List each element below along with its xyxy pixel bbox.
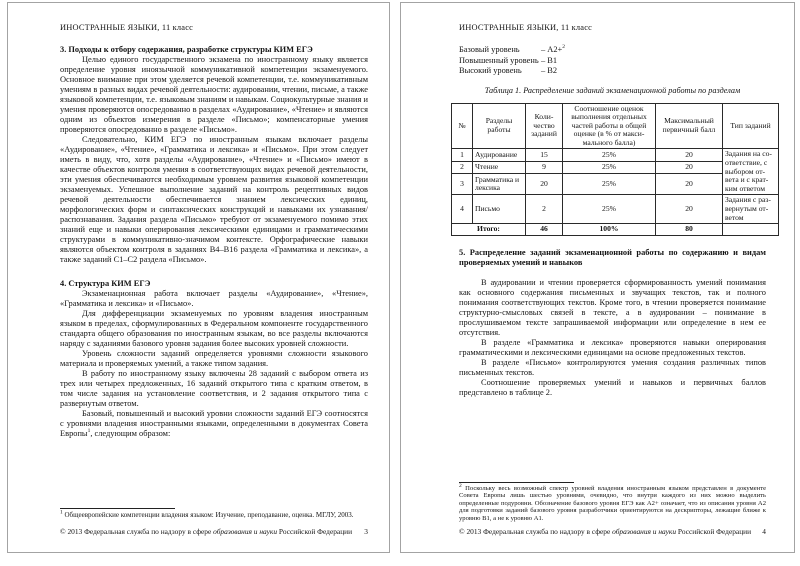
table-header-row [452,103,779,149]
table-cell-empty [723,224,779,236]
copyright-text: © 2013 Федеральная служба по надзору в сфере [60,527,214,536]
table-1-caption: Таблица 1. Распределение заданий экзаменационной работы по разделам [484,85,741,95]
table-cell-total-label: Итого: [452,224,526,236]
section-3-title: 3. Подходы к отбору содержания, разработке структуры КИМ ЕГЭ [60,45,313,54]
footnote-text [60,511,368,519]
table-cell-task-type: Задания с раз-вернутым от-ветом [723,195,779,224]
page-footer [60,527,368,536]
running-header: ИНОСТРАННЫЕ ЯЗЫКИ, 11 класс [459,23,593,32]
level-label: Базовый уровень [459,45,520,54]
table-header-cell: Соотношение оценок выполнения отдельных частей работы в общей оценке (в % от макси-мального балла) [563,103,656,149]
level-value [541,66,557,77]
table-header-cell: Разделы работы [473,103,526,149]
table-cell: Чтение [473,161,526,173]
paragraph: Соотношение проверяемых умений и навыков и первичных баллов представлено в таблице 2. [459,377,766,397]
paragraph: Уровень сложности заданий определяется уровнями сложности языкового материала и проверяемых умений, а также типом задания. [60,349,368,368]
copyright-text-italic: образования и науки [213,527,278,536]
footnote-marker: 1 [60,509,63,516]
copyright-line [459,527,751,536]
paragraph-text: , следующим образом: [90,429,171,438]
paragraph: В аудировании и чтении проверяется сформированность умений понимания как основного содержания письменных и звучащих текстов, так и полного понимания соответствующих текстов. Кроме того, в чтении проверяется понимание структурно-смысловых связей в тексте, а в аудировании – понимание в прослушиваемом тексте запрашиваемой информации или определение в нем ее отсутствия. [459,277,766,337]
table-cell: 2 [526,195,563,224]
footnote-reference: 1 [87,428,91,435]
footnote-divider [60,508,175,509]
footnote-marker: 2 [459,482,462,489]
table-cell: 25% [563,174,656,195]
table-cell: 25% [563,161,656,173]
paragraph: В разделе «Грамматика и лексика» проверяются навыки оперирования грамматическими и лексическими единицами на основе предложенных текстов. [459,337,766,357]
document-page-3 [7,2,390,553]
copyright-text: © 2013 Федеральная служба по надзору в сфере [459,527,613,536]
table-cell: 100% [563,224,656,236]
table-cell: 25% [563,195,656,224]
table-cell: 20 [656,161,723,173]
level-label: Повышенный уровень [459,55,539,65]
table-cell: 80 [656,224,723,236]
table-cell: Аудирование [473,149,526,161]
paragraph-text: Базовый, повышенный и высокий уровни сложности заданий ЕГЭ соотносятся с уровнями владения иностранными языками, определенными в документах Совета Европы [60,409,368,438]
footnote-body: Общеевропейские компетенции владения языком: Изучение, преподавание, оценка. МГЛУ, 2003. [62,511,354,519]
table-cell: 25% [563,149,656,161]
level-row [459,66,766,77]
table-cell: 20 [526,174,563,195]
level-code: – А2+ [541,45,563,54]
table-cell: 20 [656,149,723,161]
table-cell: 20 [656,174,723,195]
paragraph: Для дифференциации экзаменуемых по уровням владения иностранным языком в пределах, сформулированных в Федеральном компоненте государственного стандарта общего образования по иностранным языкам, во все разделы включаются наряду с заданиями базового уровня задания более высоких уровней сложности. [60,309,368,348]
table-cell: 1 [452,149,473,161]
level-code: – В2 [541,66,558,75]
table-cell: Письмо [473,195,526,224]
level-value [541,56,557,67]
table-cell: 4 [452,195,473,224]
table-header-cell: Коли-чество заданий [526,103,563,149]
table-header-cell: Максимальный первичный балл [656,103,723,149]
level-value [541,45,565,56]
table-header-cell: № [452,103,473,149]
page-number: 3 [364,527,368,536]
page-number: 4 [762,527,766,536]
level-label: Высокий уровень [459,66,522,75]
distribution-table [451,103,779,236]
table-row [452,195,779,224]
table-cell: 2 [452,161,473,173]
footnote-body: Поскольку весь возможный спектр уровней владения иностранным языком представлен в документе Совета Европы лишь шестью уровнями, очевидно, что внутри каждого из них можно выделить определенные подуровни. Обозначение базового уровня ЕГЭ как А2+ означает, что из описания уровня А2 для подготовки заданий базового уровня разработчики ориентируются на дескрипторы, лежащие ближе к уровню В1, а не к уровню А1. [459,484,766,522]
level-code: – В1 [541,55,558,65]
footnote-reference: 2 [562,44,565,51]
table-cell: 3 [452,174,473,195]
table-cell: Грамматика и лексика [473,174,526,195]
section-4-title: 4. Структура КИМ ЕГЭ [60,279,151,288]
paragraph: Целью единого государственного экзамена по иностранному языку является определение уровня иноязычной коммуникативной компетенции экзаменуемого. Основное внимание при этом уделяется речевой компетенции, т.е. коммуникативным умениям в разных видах речевой деятельности: аудировании, чтении, письме, а также языковой компетенции, т.е. языковым знаниям и навыкам. Социокультурные знания и умения проверяются опосредованно в разделах «Аудирование», «Чтение» и являются одним из объектов измерения в разделе «Письмо»; компенсаторные умения проверяются опосредованно в разделе «Письмо». [60,55,368,134]
document-page-4 [400,2,795,553]
paragraph: В разделе «Письмо» контролируются умения создания различных типов письменных текстов. [459,357,766,377]
footnote-block [459,482,766,522]
paragraph [60,409,368,439]
exam-levels-block [459,45,766,77]
table-cell: 20 [656,195,723,224]
copyright-text: Российской Федерации [676,527,752,536]
table-total-row [452,224,779,236]
page-footer [459,527,766,536]
level-row [459,56,766,67]
table-row [452,149,779,161]
copyright-line [60,527,352,536]
paragraph: В работу по иностранному языку включены 28 заданий с выбором ответа из трех или четырех предложенных, 16 заданий открытого типа с кратким ответом, в том числе задания на установление соответствия, и 2 задания открытого типа с развернутым ответом. [60,369,368,408]
level-row [459,45,766,56]
copyright-text-italic: образования и науки [612,527,677,536]
table-cell-task-type: Задания на со-ответствие, с выбором от-вета и с крат-ким ответом [723,149,779,195]
table-header-cell: Тип заданий [723,103,779,149]
paragraph: Экзаменационная работа включает разделы «Аудирование», «Чтение», «Грамматика и лексика» и «Письмо». [60,289,368,308]
section-5-title: 5. Распределение заданий экзаменационной работы по содержанию и видам проверяемых умений и навыков [459,247,766,267]
paragraph: Следовательно, КИМ ЕГЭ по иностранным языкам включает разделы «Аудирование», «Чтение», «Грамматика и лексика» и «Письмо». При этом следует иметь в виду, что, хотя разделы «Аудирование», «Чтение» и «Письмо» имеют в качестве объектов контроля умения в соответствующих видах речевой деятельности, эти умения обеспечиваются необходимым уровнем развития языковой компетенции экзаменуемых. Успешное выполнение заданий на контроль рецептивных видов речевой деятельности обеспечивается знанием лексических единиц, морфологических форм и синтаксических конструкций и навыками их узнавания/распознавания. Задания раздела «Письмо» требуют от экзаменуемого помимо этих знаний еще и навыки оперирования лексическими единицами и грамматическими структурами в коммуникативно-значимом контексте. Орфографические навыки являются объектом контроля в заданиях В4–В16 раздела «Грамматика и лексика», а также заданий С1–С2 раздела «Письмо». [60,135,368,264]
table-cell: 15 [526,149,563,161]
footnote-block [60,508,368,519]
running-header: ИНОСТРАННЫЕ ЯЗЫКИ, 11 класс [60,23,194,32]
table-cell: 9 [526,161,563,173]
table-cell: 46 [526,224,563,236]
footnote-divider [459,482,574,483]
footnote-text [459,482,766,522]
copyright-text: Российской Федерации [277,527,353,536]
